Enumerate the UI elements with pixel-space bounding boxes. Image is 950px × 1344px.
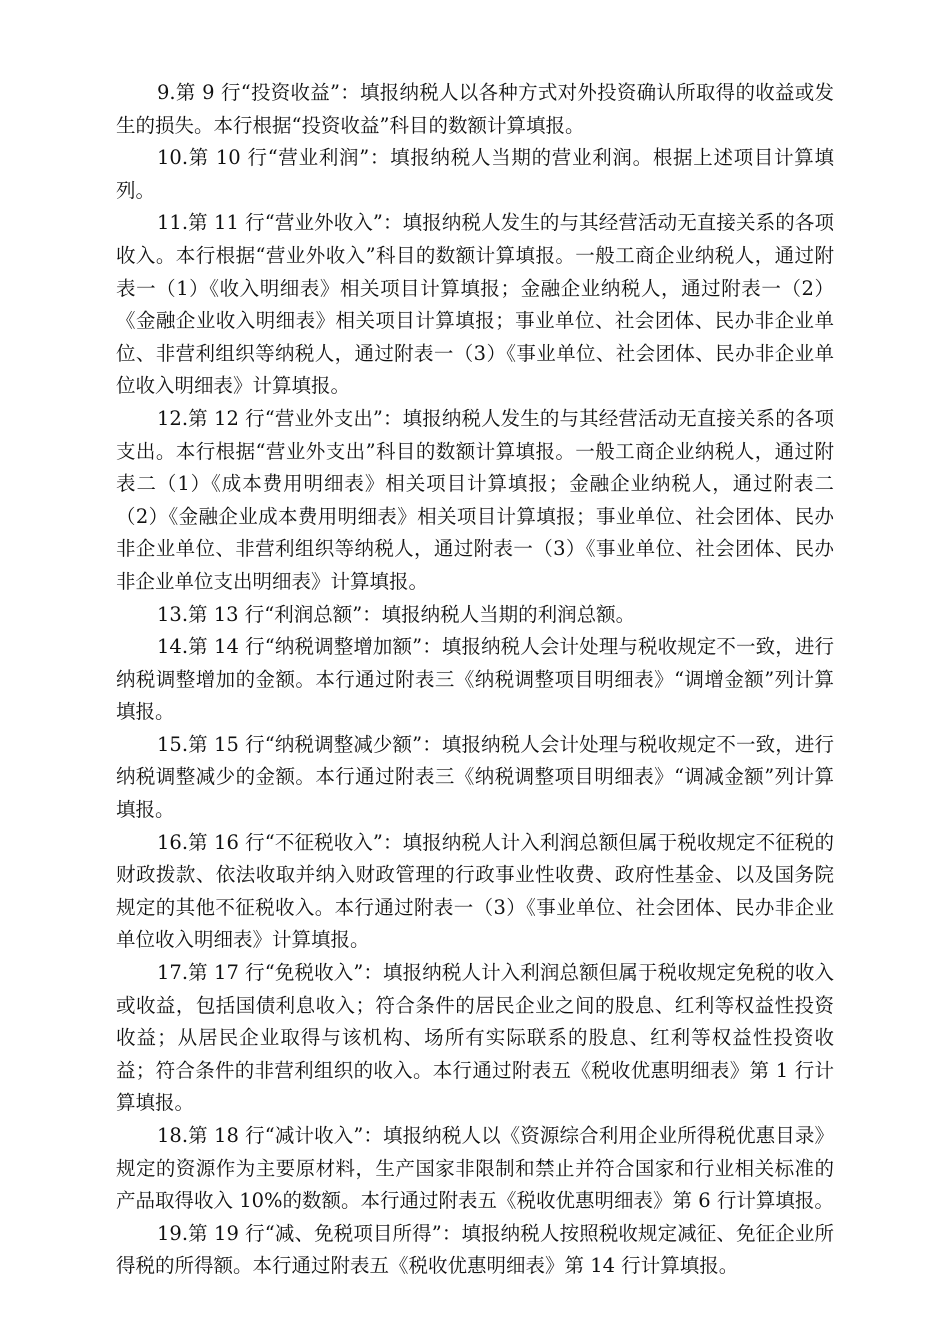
paragraph-row-15-tax-adjustment-decrease: 15.第 15 行“纳税调整减少额”：填报纳税人会计处理与税收规定不一致，进行纳税调整减少的金额。本行通过附表三《纳税调整项目明细表》“调减金额”列计算填报。 bbox=[116, 732, 834, 822]
paragraph-row-13-total-profit: 13.第 13 行“利润总额”：填报纳税人当期的利润总额。 bbox=[157, 602, 636, 626]
paragraph-row-14-tax-adjustment-increase: 14.第 14 行“纳税调整增加额”：填报纳税人会计处理与税收规定不一致，进行纳税调整增加的金额。本行通过附表三《纳税调整项目明细表》“调增金额”列计算填报。 bbox=[116, 635, 834, 724]
paragraph-row-17-tax-exempt-income: 17.第 17 行“免税收入”：填报纳税人计入利润总额但属于税收规定免税的收入或收益，包括国债利息收入；符合条件的居民企业之间的股息、红利等权益性投资收益；从居民企业取得与该机构、场所有实际联系的股息、红利等权益性投资收益；符合条件的非营利组织的收入。本行通过附表五《税收优惠明细表》第 1 行计算填报。 bbox=[116, 961, 834, 1115]
paragraph-row-16-non-taxable-income: 16.第 16 行“不征税收入”：填报纳税人计入利润总额但属于税收规定不征税的财政拨款、依法收取并纳入财政管理的行政事业性收费、政府性基金、以及国务院规定的其他不征税收入。本行通过附表一（3）《事业单位、社会团体、民办非企业单位收入明细表》计算填报。 bbox=[116, 830, 834, 952]
paragraph-row-12-non-operating-expense: 12.第 12 行“营业外支出”：填报纳税人发生的与其经营活动无直接关系的各项支出。本行根据“营业外支出”科目的数额计算填报。一般工商企业纳税人，通过附表二（1）《成本费用明细表》相关项目计算填报；金融企业纳税人，通过附表二（2）《金融企业成本费用明细表》相关项目计算填报；事业单位、社会团体、民办非企业单位、非营利组织等纳税人，通过附表一（3）《事业单位、社会团体、民办非企业单位支出明细表》计算填报。 bbox=[116, 406, 834, 593]
paragraph-row-11-non-operating-income: 11.第 11 行“营业外收入”：填报纳税人发生的与其经营活动无直接关系的各项收入。本行根据“营业外收入”科目的数额计算填报。一般工商企业纳税人，通过附表一（1）《收入明细表》相关项目计算填报；金融企业纳税人，通过附表一（2）《金融企业收入明细表》相关项目计算填报；事业单位、社会团体、民办非企业单位、非营利组织等纳税人，通过附表一（3）《事业单位、社会团体、民办非企业单位收入明细表》计算填报。 bbox=[116, 211, 834, 398]
document-body bbox=[116, 77, 834, 1283]
paragraph-row-19-tax-reduced-exempt-income: 19.第 19 行“减、免税项目所得”：填报纳税人按照税收规定减征、免征企业所得税的所得额。本行通过附表五《税收优惠明细表》第 14 行计算填报。 bbox=[116, 1221, 834, 1278]
paragraph-row-9-investment-income: 9.第 9 行“投资收益”：填报纳税人以各种方式对外投资确认所取得的收益或发生的损失。本行根据“投资收益”科目的数额计算填报。 bbox=[116, 81, 834, 137]
paragraph-row-18-reduced-income: 18.第 18 行“减计收入”：填报纳税人以《资源综合利用企业所得税优惠目录》规定的资源作为主要原材料，生产国家非限制和禁止并符合国家和行业相关标准的产品取得收入 10%的数额。本行通过附表五《税收优惠明细表》第 6 行计算填报。 bbox=[116, 1124, 834, 1213]
paragraph-row-10-operating-profit: 10.第 10 行“营业利润”：填报纳税人当期的营业利润。根据上述项目计算填列。 bbox=[116, 146, 834, 202]
